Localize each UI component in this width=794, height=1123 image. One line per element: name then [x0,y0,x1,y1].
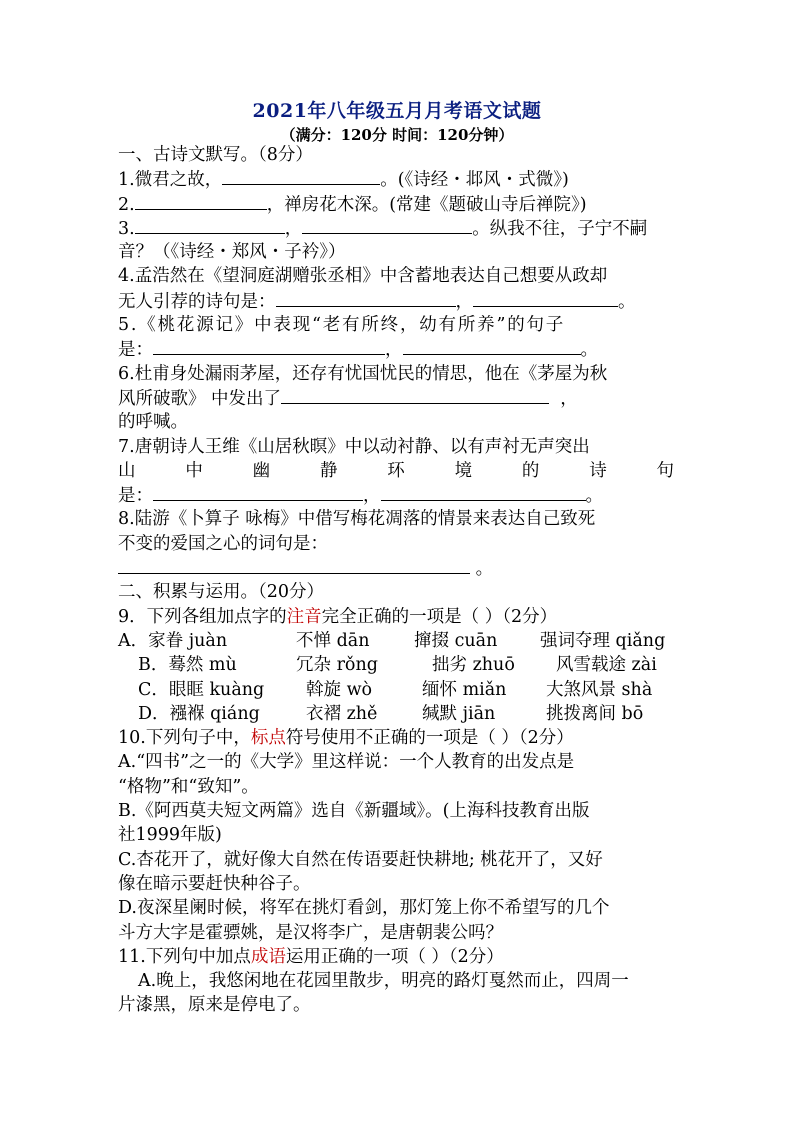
question-10-option-b-cont: 社1999年版) [118,825,222,846]
question-11-option-a-cont: 片漆黑，原来是停电了。 [118,995,311,1016]
answer-blank[interactable] [153,337,385,355]
question-8-cont: 不变的爱国之心的词句是： [118,533,328,554]
question-10-option-d: D.夜深星阑时候，将军在挑灯看剑，那灯笼上你不希望写的几个 [118,898,610,919]
question-6-cont2: 的呼喊。 [118,412,188,433]
question-7-spread: 山 中 幽 静 环 境 的 诗 句 [118,460,674,481]
keyword-highlight: 标点 [250,728,286,749]
answer-blank[interactable] [381,483,586,501]
exam-content [118,143,678,1018]
question-10-option-d-cont: 斗方大字是霍骠姚，是汉将李广，是唐朝裴公吗？ [118,922,503,943]
question-10-option-a-cont: “格物”和“致知”。 [118,776,259,797]
answer-blank[interactable] [302,216,472,234]
answer-blank[interactable] [118,556,470,574]
question-6-cont: 风所破歌》 中发出了 ， [118,386,678,410]
question-4: 4.孟浩然在《望洞庭湖赠张丞相》中含蓄地表达自己想要从政却 [118,266,608,287]
question-11: 11.下列句中加点成语运用正确的一项（ ）（2分） [118,946,504,967]
page-title: 2021年八年级五月月考语文试题 [252,100,542,122]
question-5-cont: 是： ， 。 [118,337,678,361]
question-1: 1.微君之故， 。(《诗经・邶风・式微》) [118,167,678,191]
section1-heading: 一、古诗文默写。（8分） [118,145,313,165]
question-9-option-c: C．眼眶 kuàng 斡旋 wò 缅怀 miǎn 大煞风景 shà [138,679,653,700]
question-8: 8.陆游《卜算子 咏梅》中借写梅花凋落的情景来表达自己致死 [118,509,596,530]
answer-blank[interactable] [276,289,456,307]
question-5: 5.《桃花源记》中表现“老有所终，幼有所养”的句子 [118,315,566,336]
question-9-option-a: A．家眷 juàn 不惮 dān 撺掇 cuān 强词夺理 qiǎng [118,630,666,651]
question-6: 6.杜甫身处漏雨茅屋，还存有忧国忧民的情思，他在《茅屋为秋 [118,363,608,384]
answer-blank[interactable] [473,289,618,307]
question-7: 7.唐朝诗人王维《山居秋暝》中以动衬静、以有声衬无声突出 [118,436,590,457]
question-3-cont: 音？（《诗经・郑风・子衿》） [118,242,346,263]
question-7-cont: 是： ， 。 [118,483,678,507]
answer-blank[interactable] [135,192,267,210]
section2-heading: 二、积累与运用。（20分） [118,582,325,603]
question-8-answer: 。 [118,556,678,580]
question-10-option-a: A.“四书”之一的《大学》里这样说：一个人教育的出发点是 [118,752,575,773]
answer-blank[interactable] [281,386,549,404]
answer-blank[interactable] [135,216,285,234]
keyword-highlight: 注音 [286,606,322,627]
question-4-cont: 无人引荐的诗句是： ， 。 [118,289,678,313]
question-9: 9．下列各组加点字的注音完全正确的一项是（ ）（2分） [118,606,558,627]
answer-blank[interactable] [403,337,581,355]
question-10-option-b: B.《阿西莫夫短文两篇》选自《新疆域》。(上海科技教育出版 [118,801,590,822]
page-subtitle: （满分：120分 时间：120分钟） [280,126,514,144]
question-9-option-b: B．蓦然 mù 冗杂 rǒng 拙劣 zhuō 风雪载途 zài [138,655,657,676]
question-2: 2. ，禅房花木深。(常建《题破山寺后禅院》) [118,192,678,216]
answer-blank[interactable] [222,167,380,185]
answer-blank[interactable] [153,483,363,501]
question-10-option-c-cont: 像在暗示要赶快种谷子。 [118,873,311,894]
question-10: 10.下列句子中，标点符号使用不正确的一项是（ ）（2分） [118,728,574,749]
question-3: 3. ， 。纵我不往，子宁不嗣 [118,216,678,240]
question-10-option-c: C.杏花开了，就好像大自然在传语要赶快耕地; 桃花开了，又好 [118,849,603,870]
question-11-option-a: A.晚上，我悠闲地在花园里散步，明亮的路灯戛然而止，四周一 [138,971,629,992]
question-9-option-d: D．襁褓 qiáng 衣褶 zhě 缄默 jiān 挑拨离间 bō [138,703,644,724]
keyword-highlight: 成语 [250,946,286,967]
